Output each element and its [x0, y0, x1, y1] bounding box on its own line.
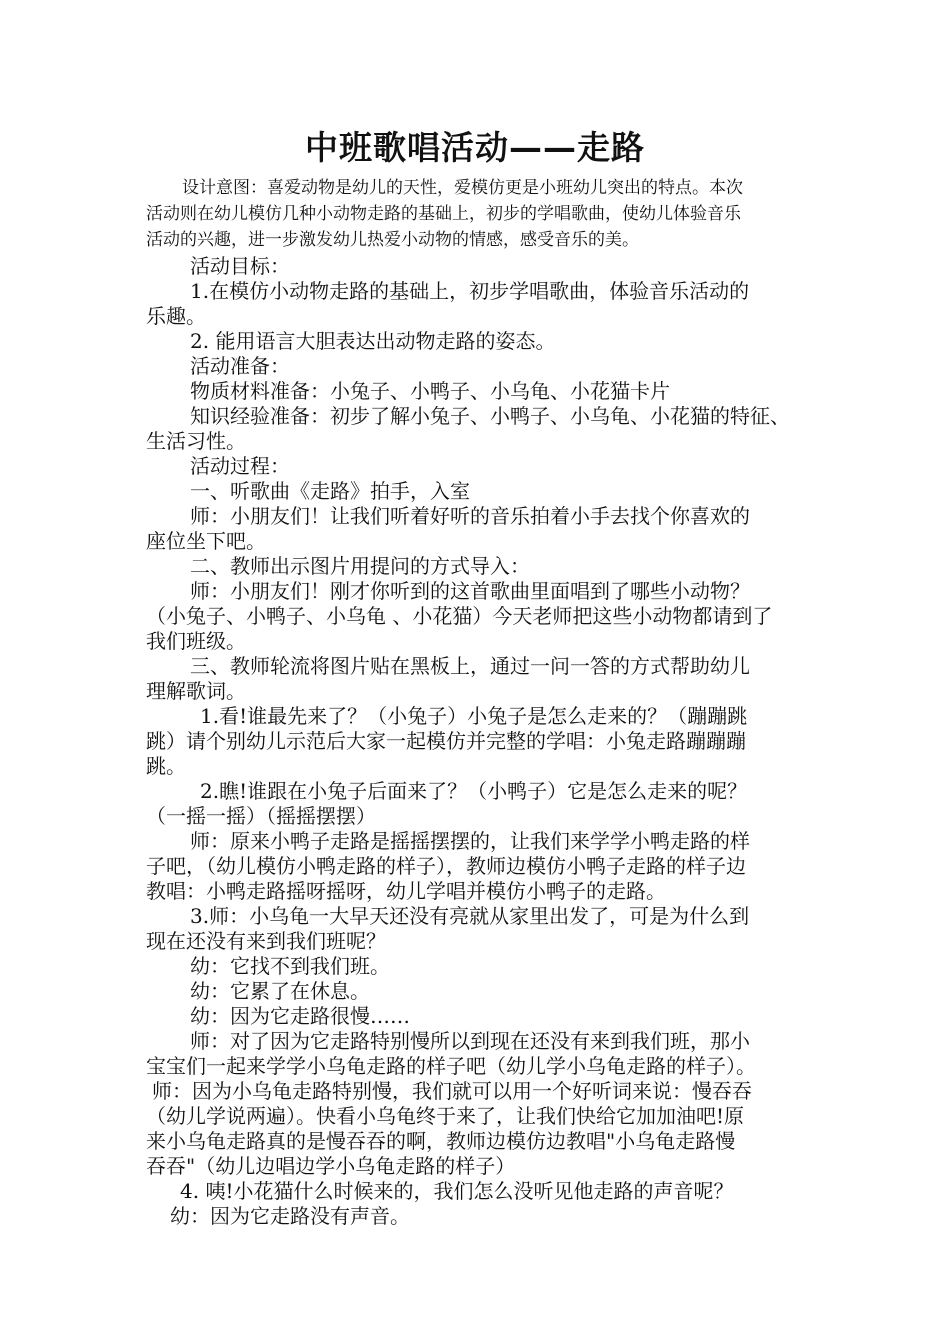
body-line: 座位坐下吧。 — [146, 529, 266, 553]
body-line: 我们班级。 — [146, 629, 246, 653]
body-line: 幼：它累了在休息。 — [190, 979, 370, 1003]
body-line: 物质材料准备：小兔子、小鸭子、小乌龟、小花猫卡片 — [190, 379, 670, 403]
body-line: 1.在模仿小动物走路的基础上，初步学唱歌曲，体验音乐活动的 — [190, 279, 750, 303]
body-line: （一摇一摇）（摇摇摆摆） — [146, 804, 376, 828]
intro-line: 活动则在幼儿模仿几种小动物走路的基础上，初步的学唱歌曲，使幼儿体验音乐 — [146, 204, 741, 224]
body-line: 2.瞧!谁跟在小兔子后面来了？（小鸭子）它是怎么走来的呢？ — [200, 779, 748, 803]
body-line: 现在还没有来到我们班呢？ — [146, 929, 386, 953]
document-body — [146, 254, 810, 1229]
body-line: （小兔子、小鸭子、小乌龟 、小花猫）今天老师把这些小动物都请到了 — [146, 604, 773, 628]
body-line: 幼：因为它走路很慢…… — [190, 1004, 410, 1028]
body-line: 知识经验准备：初步了解小兔子、小鸭子、小乌龟、小花猫的特征、 — [190, 404, 790, 428]
body-line: 子吧，（幼儿模仿小鸭走路的样子），教师边模仿小鸭子走路的样子边 — [146, 854, 746, 878]
document-title: 中班歌唱活动——走路 — [305, 128, 645, 167]
body-line: 师：对了因为它走路特别慢所以到现在还没有来到我们班，那小 — [190, 1029, 750, 1053]
body-line: （幼儿学说两遍）。快看小乌龟终于来了，让我们快给它加加油吧!原 — [146, 1104, 745, 1128]
body-line: 师：因为小乌龟走路特别慢，我们就可以用一个好听词来说：慢吞吞 — [152, 1079, 752, 1103]
body-line: 师：小朋友们！刚才你听到的这首歌曲里面唱到了哪些小动物？ — [190, 579, 750, 603]
intro-line: 活动的兴趣，进一步激发幼儿热爱小动物的情感，感受音乐的美。 — [146, 230, 639, 250]
body-line: 吞吞"（幼儿边唱边学小乌龟走路的样子） — [146, 1154, 516, 1178]
body-line: 乐趣。 — [146, 304, 206, 328]
body-line: 3.师：小乌龟一大早天还没有亮就从家里出发了，可是为什么到 — [190, 904, 750, 928]
body-line: 跳。 — [146, 754, 186, 778]
body-line: 宝宝们一起来学学小乌龟走路的样子吧（幼儿学小乌龟走路的样子）。 — [146, 1054, 756, 1078]
body-line: 生活习性。 — [146, 429, 246, 453]
section-heading-process: 活动过程： — [190, 454, 290, 478]
body-line: 4. 咦!小花猫什么时候来的，我们怎么没听见他走路的声音呢？ — [180, 1179, 734, 1203]
body-line: 师：原来小鸭子走路是摇摇摆摆的，让我们来学学小鸭走路的样 — [190, 829, 750, 853]
body-line: 2. 能用语言大胆表达出动物走路的姿态。 — [190, 329, 556, 353]
body-line: 理解歌词。 — [146, 679, 246, 703]
body-line: 1.看!谁最先来了？（小兔子）小兔子是怎么走来的？（蹦蹦跳 — [200, 704, 748, 728]
design-intent-paragraph — [146, 175, 810, 253]
section-heading-preparation: 活动准备： — [190, 354, 290, 378]
body-line: 一、听歌曲《走路》拍手，入室 — [190, 479, 470, 503]
section-heading-goals: 活动目标： — [190, 254, 290, 278]
body-line: 幼：它找不到我们班。 — [190, 954, 390, 978]
body-line: 三、教师轮流将图片贴在黑板上，通过一问一答的方式帮助幼儿 — [190, 654, 750, 678]
body-line: 幼：因为它走路没有声音。 — [170, 1204, 410, 1228]
body-line: 二、教师出示图片用提问的方式导入： — [190, 554, 530, 578]
body-line: 跳）请个别幼儿示范后大家一起模仿并完整的学唱：小兔走路蹦蹦蹦 — [146, 729, 746, 753]
intro-line: 设计意图：喜爱动物是幼儿的天性，爱模仿更是小班幼儿突出的特点。本次 — [182, 178, 743, 198]
body-line: 来小乌龟走路真的是慢吞吞的啊，教师边模仿边教唱"小乌龟走路慢 — [146, 1129, 736, 1153]
body-line: 师：小朋友们！让我们听着好听的音乐拍着小手去找个你喜欢的 — [190, 504, 750, 528]
body-line: 教唱：小鸭走路摇呀摇呀，幼儿学唱并模仿小鸭子的走路。 — [146, 879, 666, 903]
